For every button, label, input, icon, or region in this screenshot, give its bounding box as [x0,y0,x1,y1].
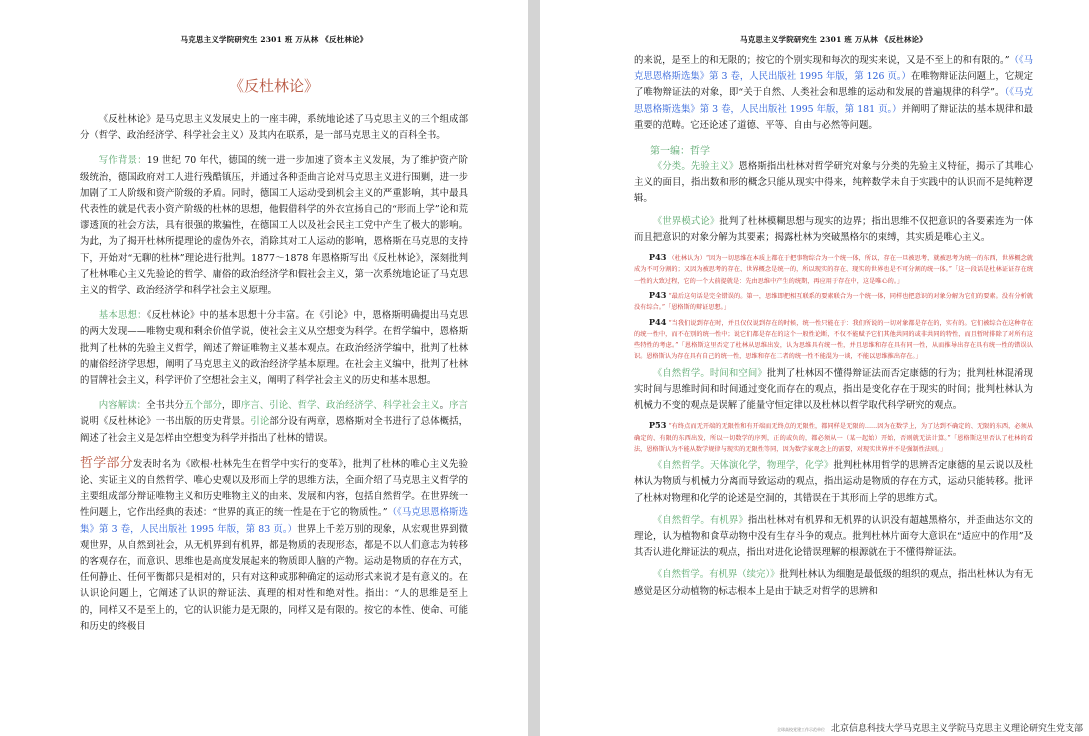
background-text: 19 世纪 70 年代，德国的统一进一步加速了资本主义发展，为了维护资产阶级统治，德国政府对工人进行残酷镇压，并通过各种歪曲言论对马克思主义进行围剿，进一步加剧了工人阶级和资产阶级的矛盾。同时，德国工人运动受到机会主义的严重影响，其中最具代表性的就是代表小资产阶级的杜林的思想，他假借科学的外衣宣扬自己的“形而上学”论和荒谬透顶的社会方法，具有很强的欺骗性，在德国工人以及社会民主工党中产生了极大的影响。为此，为了揭开杜林所提理论的虚伪外衣，消除其对工人运动的影响，恩格斯在马克思的支持下，开始对“无聊的杜林”理论进行批判。1877～1878 年恩格斯写出《反杜林论》，深刻批判了杜林唯心主义先验论的哲学、庸俗的政治经济学和假社会主义，第一次系统地论证了马克思主义的哲学、政治经济学和科学社会主义原理。 [80,155,468,297]
content-text: 说明《反杜林论》一书出版的历史背景。 [80,416,251,428]
page-number: P44 [648,316,667,327]
quote-text: “当我们说到存在时，并且仅仅说到存在的时候，统一性只能在于：我们所说的一切对象都是存在的，实有的。它们被综合在这种存在的统一性中，而不在别的统一性中；说它们都是存在的这个一般性论断，不仅不能赋予它们其他共同的或非共同的特性，而且暂时排除了对所有这些特性的考虑。”「恩格斯这里否定了杜林从思维出发，认为思维具有统一性，并且思维和存在具有同一性，从而推导出存在具有统一性的错误认识。恩格斯认为存在具有自己的统一性，思维和存在二者的统一性不能混为一谈，不能以思维推出存在。」 [634,319,1033,361]
chapter-title: 《世界模式论》 [652,215,720,227]
page-number: P43 [648,289,667,300]
chapter-text: 批判杜林认为细胞是最低级的组织的观点，指出杜林认为有无感觉是区分动植物的标志根本上是由于缺乏对哲学的思辨和 [634,569,1033,597]
body-text: 并阐明了辩证法的基本规律和最重要的范畴。它还论述了道德、平等、自由与必然等问题。 [634,103,1033,131]
document-title: 《反杜林论》 [228,77,319,95]
chapter-title: 《自然哲学。时间和空间》 [652,367,767,379]
section-heading: 第一编：哲学 [650,146,710,158]
philosophy-part-title: 哲学部分 [80,455,133,471]
content-highlight: 序言、引论、哲学、政治经济学、科学社会主义 [240,400,440,412]
page-number: P43 [648,252,667,263]
body-text: 在唯物辩证法问题上，它规定了唯物辩证法的对象，即“关于自然、人类社会和思维的运动和发展的普遍规律的科学”。 [634,71,1033,99]
chapter-text: 恩格斯指出杜林对哲学研究对象与分类的先验主义特征，揭示了其唯心主义的面目，指出数和形的概念只能从现实中得来，纯粹数学未自于实践中的认识而不是纯粹逻辑。 [634,161,1033,205]
running-header: 马克思主义学院研究生 2301 班 万从林 《反杜林论》 [740,35,927,44]
chapter-title: 《分类。先验主义》 [652,161,739,173]
chapter-paragraph [634,214,1033,246]
chapter-text: 批判了杜林因不懂得辩证法而否定康德的行为；批判杜林混淆现实时间与思维时间和时间通过变化而存在的观点，指出是变化存在于现实的时间；批判杜林认为机械力不变的观点是误解了能量守恒定律以及杜林以哲学取代科学研究的观点。 [634,367,1033,412]
citation: （《马克思恩格斯选集》第 3 卷，人民出版社 1995 年版，第 126 页。） [634,55,1033,83]
footer-small-text: 全球高校党建工作示范单位 [776,727,825,732]
chapter-title: 《自然哲学。天体演化学，物理学，化学》 [652,460,834,472]
page-gutter [528,0,540,736]
chapter-title: 《自然哲学。有机界》 [652,514,748,526]
background-label: 写作背景： [98,155,147,167]
quote-note [634,252,1033,287]
chapter-paragraph [634,513,1033,562]
citation: （《马克思恩格斯选集》第 3 卷，人民出版社 1995 年版，第 83 页。） [80,507,468,535]
chapter-paragraph [634,159,1033,208]
basic-paragraph [80,308,468,389]
left-page [0,0,528,736]
chapter-paragraph [634,458,1033,507]
intro-paragraph: 《反杜林论》是马克思主义发展史上的一座丰碑，系统地论述了马克思主义的三个组成部分（哲学、政治经济学、科学社会主义）及其内在联系，是一部马克思主义的百科全书。 [80,114,468,142]
content-text: 部分设有两章，恩格斯对全书进行了总体概括，阐述了社会主义是怎样由空想变为科学并指出了杜林的错误。 [80,416,468,444]
quote-note [634,317,1033,363]
citation: （《马克思恩格斯选集》第 3 卷，人民出版社 1995 年版，第 181 页。） [634,87,1033,115]
content-label: 内容解读： [98,400,147,412]
basic-text: 《反杜林论》中的基本思想十分丰富。在《引论》中，恩格斯明确提出马克思的两大发现——唯物史观和剩余价值学说，使社会主义从空想变为科学。在哲学编中，恩格斯批判了杜林的先验主义哲学，阐述了辩证唯物主义基本观点。在政治经济学编中，批判了杜林的庸俗经济学思想，阐明了马克思主义的政治经济学基本原理。在社会主义编中，批判了杜林的冒牌社会主义，科学评价了空想社会主义，阐明了科学社会主义的历史和基本思想。 [80,310,468,387]
content-highlight: 引论 [250,416,270,428]
page-number: P53 [648,420,667,431]
philosophy-paragraph [80,456,468,635]
quote-text: “有终点而无开端的无限性和有开端而无终点的无限性，都同样是无限的……因为在数学上，为了达到不确定的、无限的东西，必须从确定的、有限的东西出发，所以一切数学的序列，正的或负的，都必须从一（某一起始）开始，否则就无法计算。”「恩格斯这里否认了杜林的看法，恩格斯认为不能从数学规律与现实的无限性等同，因为数学家观念上的需要，对现实世界并不是强制性法则。」 [634,423,1033,453]
content-highlight: 五个部分 [184,400,222,412]
background-paragraph [80,153,468,299]
quote-text: “最后这句话是完全错误的。第一，思维即把相互联系的要素联合为一个统一体，同样也把意识的对象分解为它们的要素。没有分析就没有综合。”「恩格斯的辩证思想。」 [634,292,1033,312]
basic-label: 基本思想： [98,310,147,322]
quote-note [634,420,1033,455]
philosophy-text: 世界上千差万别的现象，从宏观世界到微观世界，从自然到社会，从无机界到有机界，都是物质的表现形态，都是不以人们意志为转移的客观存在，而意识、思维也是高度发展起来的物质即人脑的产物。运动是物质的存在方式，任何静止、任何平衡都只是相对的，只有对这种或那种确定的运动形式来说才是有意义的。在认识论问题上，它阐述了认识的辩证法、真理的相对性和绝对性。指出：“人的思维是至上的，同样又不是至上的，它的认识能力是无限的，同样又是有限的。按它的本性、使命、可能和历史的终极目 [80,523,468,632]
chapter-text: 指出杜林对有机界和无机界的认识没有超越黑格尔，并歪曲达尔文的理论，认为植物和食草动物中没有生存斗争的观点。批判杜林片面夸大意识在“适应中的作用”及其否认进化辩证法的观点，指出对进化论错误理解的根源就在于不懂得辩证法。 [634,514,1033,559]
continued-paragraph [634,53,1033,134]
quote-note [634,290,1033,314]
philosophy-text: 发表时名为《欧根·杜林先生在哲学中实行的变革》，批判了杜林的唯心主义先验论、实证主义的自然哲学、唯心史观以及形而上学的思维方法，全面介绍了马克思主义哲学的主要组成部分辩证唯物主义和历史唯物主义的由来、发展和内容，包括自然哲学。在世界统一性问题上，它作出经典的表述：“世界的真正的统一性是在于它的物质性。” [80,458,468,519]
content-text: 。 [439,400,450,412]
right-page [540,0,1089,736]
quote-text: （杜林认为）“因为一切思维在本质上都在于把事物综合为一个统一体，所以，存在一旦被思考，就被思考为统一的东西，世界概念就成为不可分割的；又因为被思考的存在、世界概念是统一的，所以现实的存在、现实的世界也是不可分割的统一体。”「这一段话是杜林证证存在统一性的大致过程，它的一个大前提就是：先由思维中产生的统期，再应用于存在中，这是唯心的。」 [634,255,1033,285]
chapter-text: 批判杜林用哲学的思辨否定康德的星云说以及杜林认为物质与机械力分离而导致运动的观点，指出运动是物质的存在方式，运动只能转移。批评了杜林对物理和化学的论述是空洞的，其错误在于其形而上学的思维方式。 [634,460,1033,504]
content-highlight: 序言 [449,400,468,412]
content-text: ，即 [221,400,241,412]
chapter-paragraph [634,366,1033,415]
chapter-title: 《自然哲学。有机界（续完）》 [652,569,780,581]
body-text: 的来说，是至上的和无限的；按它的个别实现和每次的现实来说，又是不至上的和有限的。” [634,55,1010,66]
chapter-paragraph [634,567,1033,599]
footer-text: 北京信息科技大学马克思主义学院马克思主义理论研究生党支部 [830,724,1083,734]
chapter-text: 批判了杜林模糊思想与现实的边界；指出思维不仅把意识的各要素连为一体而且把意识的对象分解为其要素；揭露杜林为突破黑格尔的束缚，其实质是唯心主义。 [634,215,1033,243]
running-header: 马克思主义学院研究生 2301 班 万从林 《反杜林论》 [180,35,368,44]
content-text: 全书共分 [146,400,185,412]
content-paragraph [80,398,468,447]
footer-watermark [771,719,1089,736]
